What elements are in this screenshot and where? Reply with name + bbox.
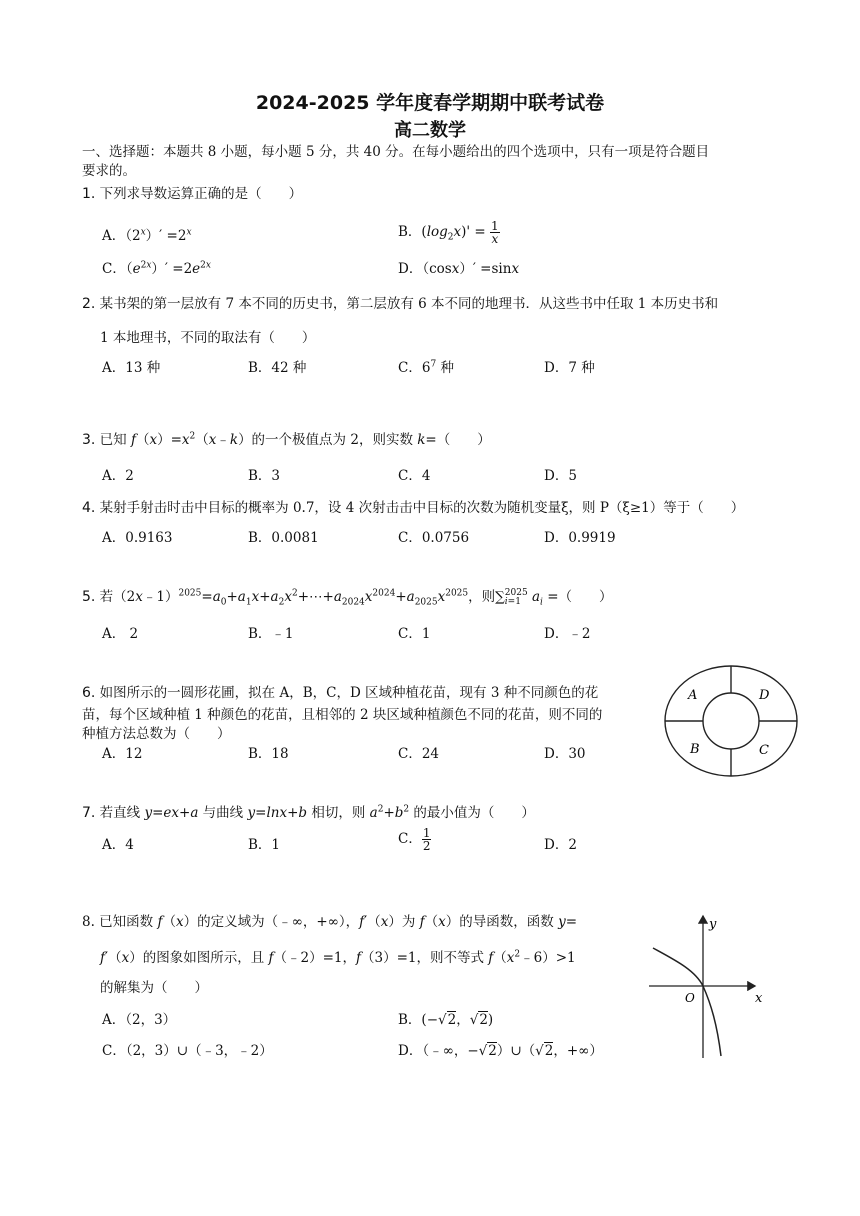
q2-option-a: A．13 种 <box>102 360 161 376</box>
origin-label: O <box>685 991 695 1005</box>
question-6-stem-line2: 苗，每个区域种植 1 种颜色的花苗，且相邻的 2 块区域种植颜色不同的花苗，则不同的 <box>82 707 603 723</box>
q6-option-c: C．24 <box>398 746 440 762</box>
question-3-stem: 3. 已知 $f(x)=x^2(x﹣k)$的一个极值点为 2，则实数 k=（ ） <box>82 431 491 448</box>
q3-option-b: B．3 <box>248 468 281 484</box>
q6-option-b: B．18 <box>248 746 289 762</box>
section-intro-line2: 要求的。 <box>82 163 136 179</box>
question-2-stem-line2: 1 本地理书，不同的取法有（ ） <box>100 330 316 346</box>
question-5-stem: 5. 若$(2x﹣1)^{2025}=a_0+a_1x+a_2x^2+\cdots+a_{2024}x^{2024}+a_{2025}x^{2025}$，则∑ 2025 i=1 $a_i$ =（ ） <box>82 587 613 608</box>
q8-derivative-graph <box>645 908 770 1060</box>
q8-option-c: C．（2，3）∪（﹣3，﹣2） <box>102 1043 273 1059</box>
q1-option-d: D．（cosx）′ =sinx <box>398 261 520 277</box>
question-7-stem: 7. 若直线 y=ex+a 与曲线 y=lnx+b 相切，则 $a^2+b^2$ 的最小值为（ ） <box>82 804 535 821</box>
q5-option-b: B．﹣1 <box>248 626 294 642</box>
q7-option-b: B．1 <box>248 837 281 853</box>
question-2-stem-line1: 2. 某书架的第一层放有 7 本不同的历史书，第二层放有 6 本不同的地理书．从这些书中任取 1 本历史书和 <box>82 296 719 312</box>
q5-option-d: D．﹣2 <box>544 626 591 642</box>
q4-option-b: B．0.0081 <box>248 530 319 546</box>
q7-option-a: A．4 <box>102 837 134 853</box>
figure-label-a: A <box>688 688 698 703</box>
q4-option-d: D．0.9919 <box>544 530 616 546</box>
q5-option-c: C．1 <box>398 626 431 642</box>
section-intro-line1: 一、选择题：本题共 8 小题，每小题 5 分，共 40 分。在每小题给出的四个选项中，只有一项是符合题目 <box>82 144 710 160</box>
q8-option-d: D．（﹣∞，−√2）∪（√2，+∞） <box>398 1043 603 1059</box>
question-6-stem-line1: 6. 如图所示的一圆形花圃，拟在 A，B，C，D 区域种植花苗，现有 3 种不同颜色的花 <box>82 685 599 701</box>
page-title: 2024-2025 学年度春学期期中联考试卷 <box>255 92 605 114</box>
figure-label-b: B <box>690 742 700 757</box>
figure-label-c: C <box>759 743 769 758</box>
question-6-stem-line3: 种植方法总数为（ ） <box>82 726 231 742</box>
q1-option-a: A．$(2^x)' =2^x$ <box>102 227 192 244</box>
q8-option-b: B．(−√2，√2) <box>398 1012 494 1028</box>
question-1-stem: 1. 下列求导数运算正确的是（ ） <box>82 186 303 202</box>
question-4-stem: 4. 某射手射击时击中目标的概率为 0.7，设 4 次射击击中目标的次数为随机变量ξ，则 P（ξ≥1）等于（ ） <box>82 500 745 516</box>
question-8-stem-line2: f′（x）的图象如图所示，且 f（﹣2）=1，f（3）=1，则不等式 $f(x^2﹣6)>1$ <box>100 949 576 966</box>
q7-option-d: D．2 <box>544 837 577 853</box>
q2-option-c: C．$6^7$ 种 <box>398 359 454 376</box>
q8-option-a: A．（2，3） <box>102 1012 177 1028</box>
q2-option-b: B．42 种 <box>248 360 307 376</box>
q3-option-c: C．4 <box>398 468 431 484</box>
q2-option-d: D．7 种 <box>544 360 595 376</box>
q1-option-c: C．$(e^{2x})' =2e^{2x}$ <box>102 260 211 277</box>
page-subtitle: 高二数学 <box>394 120 466 141</box>
q3-option-d: D．5 <box>544 468 577 484</box>
question-8-stem-line1: 8. 已知函数 f（x）的定义域为（﹣∞，+∞），f′（x）为 f（x）的导函数，函数 y= <box>82 914 578 930</box>
q4-option-c: C．0.0756 <box>398 530 470 546</box>
x-axis-label: x <box>755 991 763 1006</box>
q6-option-a: A．12 <box>102 746 143 762</box>
q6-garden-figure <box>662 662 800 780</box>
q3-option-a: A．2 <box>102 468 134 484</box>
question-8-stem-line3: 的解集为（ ） <box>100 980 208 996</box>
q1-option-b: B．$(\log_2x)'$ = $\frac{1}{x}$ <box>398 219 499 246</box>
q5-option-a: A． 2 <box>102 626 139 642</box>
question-number: 1. <box>82 186 96 202</box>
y-axis-label: y <box>709 917 717 932</box>
q4-option-a: A．0.9163 <box>102 530 173 546</box>
figure-label-d: D <box>759 688 770 703</box>
q7-option-c: C． $\frac{1}{2}$ <box>398 826 431 853</box>
q6-option-d: D．30 <box>544 746 586 762</box>
